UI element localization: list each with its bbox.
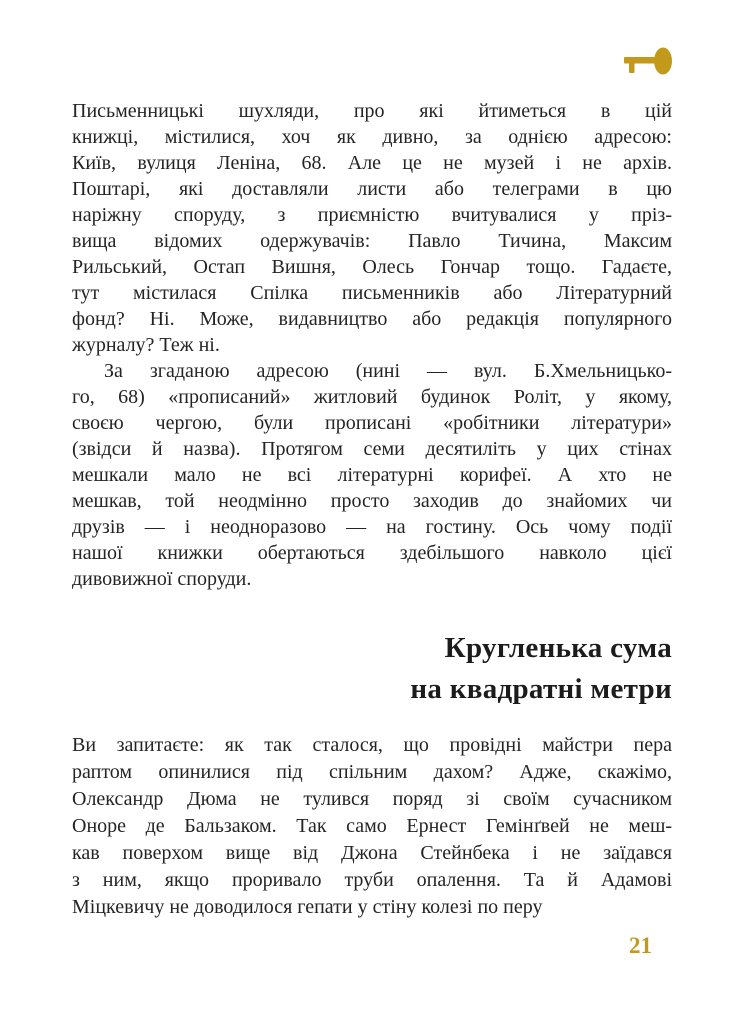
text-line: вища відомих одержувачів: Павло Тичина, Максим (72, 230, 672, 252)
text-line: Міцкевичу не доводилося гепати у стіну колезі по перу (72, 896, 543, 918)
text-line: Олександр Дюма не тулився поряд зі своїм сучасником (72, 788, 672, 810)
chapter-heading (72, 628, 672, 710)
text-line: з ним, якщо проривало труби опалення. Та й Адамові (72, 869, 672, 891)
text-line: дивовижної споруди. (72, 568, 252, 590)
page-number: 21 (629, 933, 652, 958)
text-line: книжці, містилися, хоч як дивно, за однією адресою: (72, 126, 672, 148)
paragraph-1 (72, 98, 672, 358)
text-line: кав поверхом вище від Джона Стейнбека і не заїдався (72, 842, 672, 864)
paragraph-2 (72, 358, 672, 592)
text-line: фонд? Ні. Може, видавництво або редакція популярного (72, 308, 672, 330)
key-icon (624, 46, 672, 78)
text-line: Поштарі, які доставляли листи або телеграми в цю (72, 178, 672, 200)
text-line: мешкав, той неодмінно просто заходив до знайомих чи (72, 490, 672, 512)
text-line: Оноре де Бальзаком. Так само Ернест Гемінґвей не меш- (72, 815, 672, 837)
text-line: на квадратні метри (410, 673, 672, 705)
paragraph-3 (72, 732, 672, 921)
page-body-top (72, 98, 672, 592)
text-line: Кругленька сума (444, 632, 672, 664)
text-line: За згаданою адресою (нині — вул. Б.Хмельницько- (104, 360, 672, 382)
text-line: Рильський, Остап Вишня, Олесь Гончар тощо. Гадаєте, (72, 256, 672, 278)
text-line: журналу? Теж ні. (72, 334, 220, 356)
text-line: тут містилася Спілка письменників або Літературний (72, 282, 672, 304)
page-body-bottom (72, 732, 672, 921)
text-line: друзів — і неодноразово — на гостину. Ось чому події (72, 516, 672, 538)
text-line: Письменницькі шухляди, про які йтиметься в цій (72, 100, 672, 122)
text-line: Ви запитаєте: як так сталося, що провідні майстри пера (72, 734, 672, 756)
text-line: своєю чергою, були прописані «робітники літератури» (72, 412, 672, 434)
text-line: (звідси й назва). Протягом семи десятиліть у цих стінах (72, 438, 672, 460)
text-line: го, 68) «прописаний» житловий будинок Роліт, у якому, (72, 386, 672, 408)
text-line: Київ, вулиця Леніна, 68. Але це не музей і не архів. (72, 152, 672, 174)
text-line: наріжну споруду, з приємністю вчитувалися у пріз- (72, 204, 672, 226)
text-line: мешкали мало не всі літературні корифеї. А хто не (72, 464, 672, 486)
text-line: нашої книжки обертаються здебільшого навколо цієї (72, 542, 672, 564)
text-line: раптом опинилися під спільним дахом? Адже, скажімо, (72, 761, 672, 783)
